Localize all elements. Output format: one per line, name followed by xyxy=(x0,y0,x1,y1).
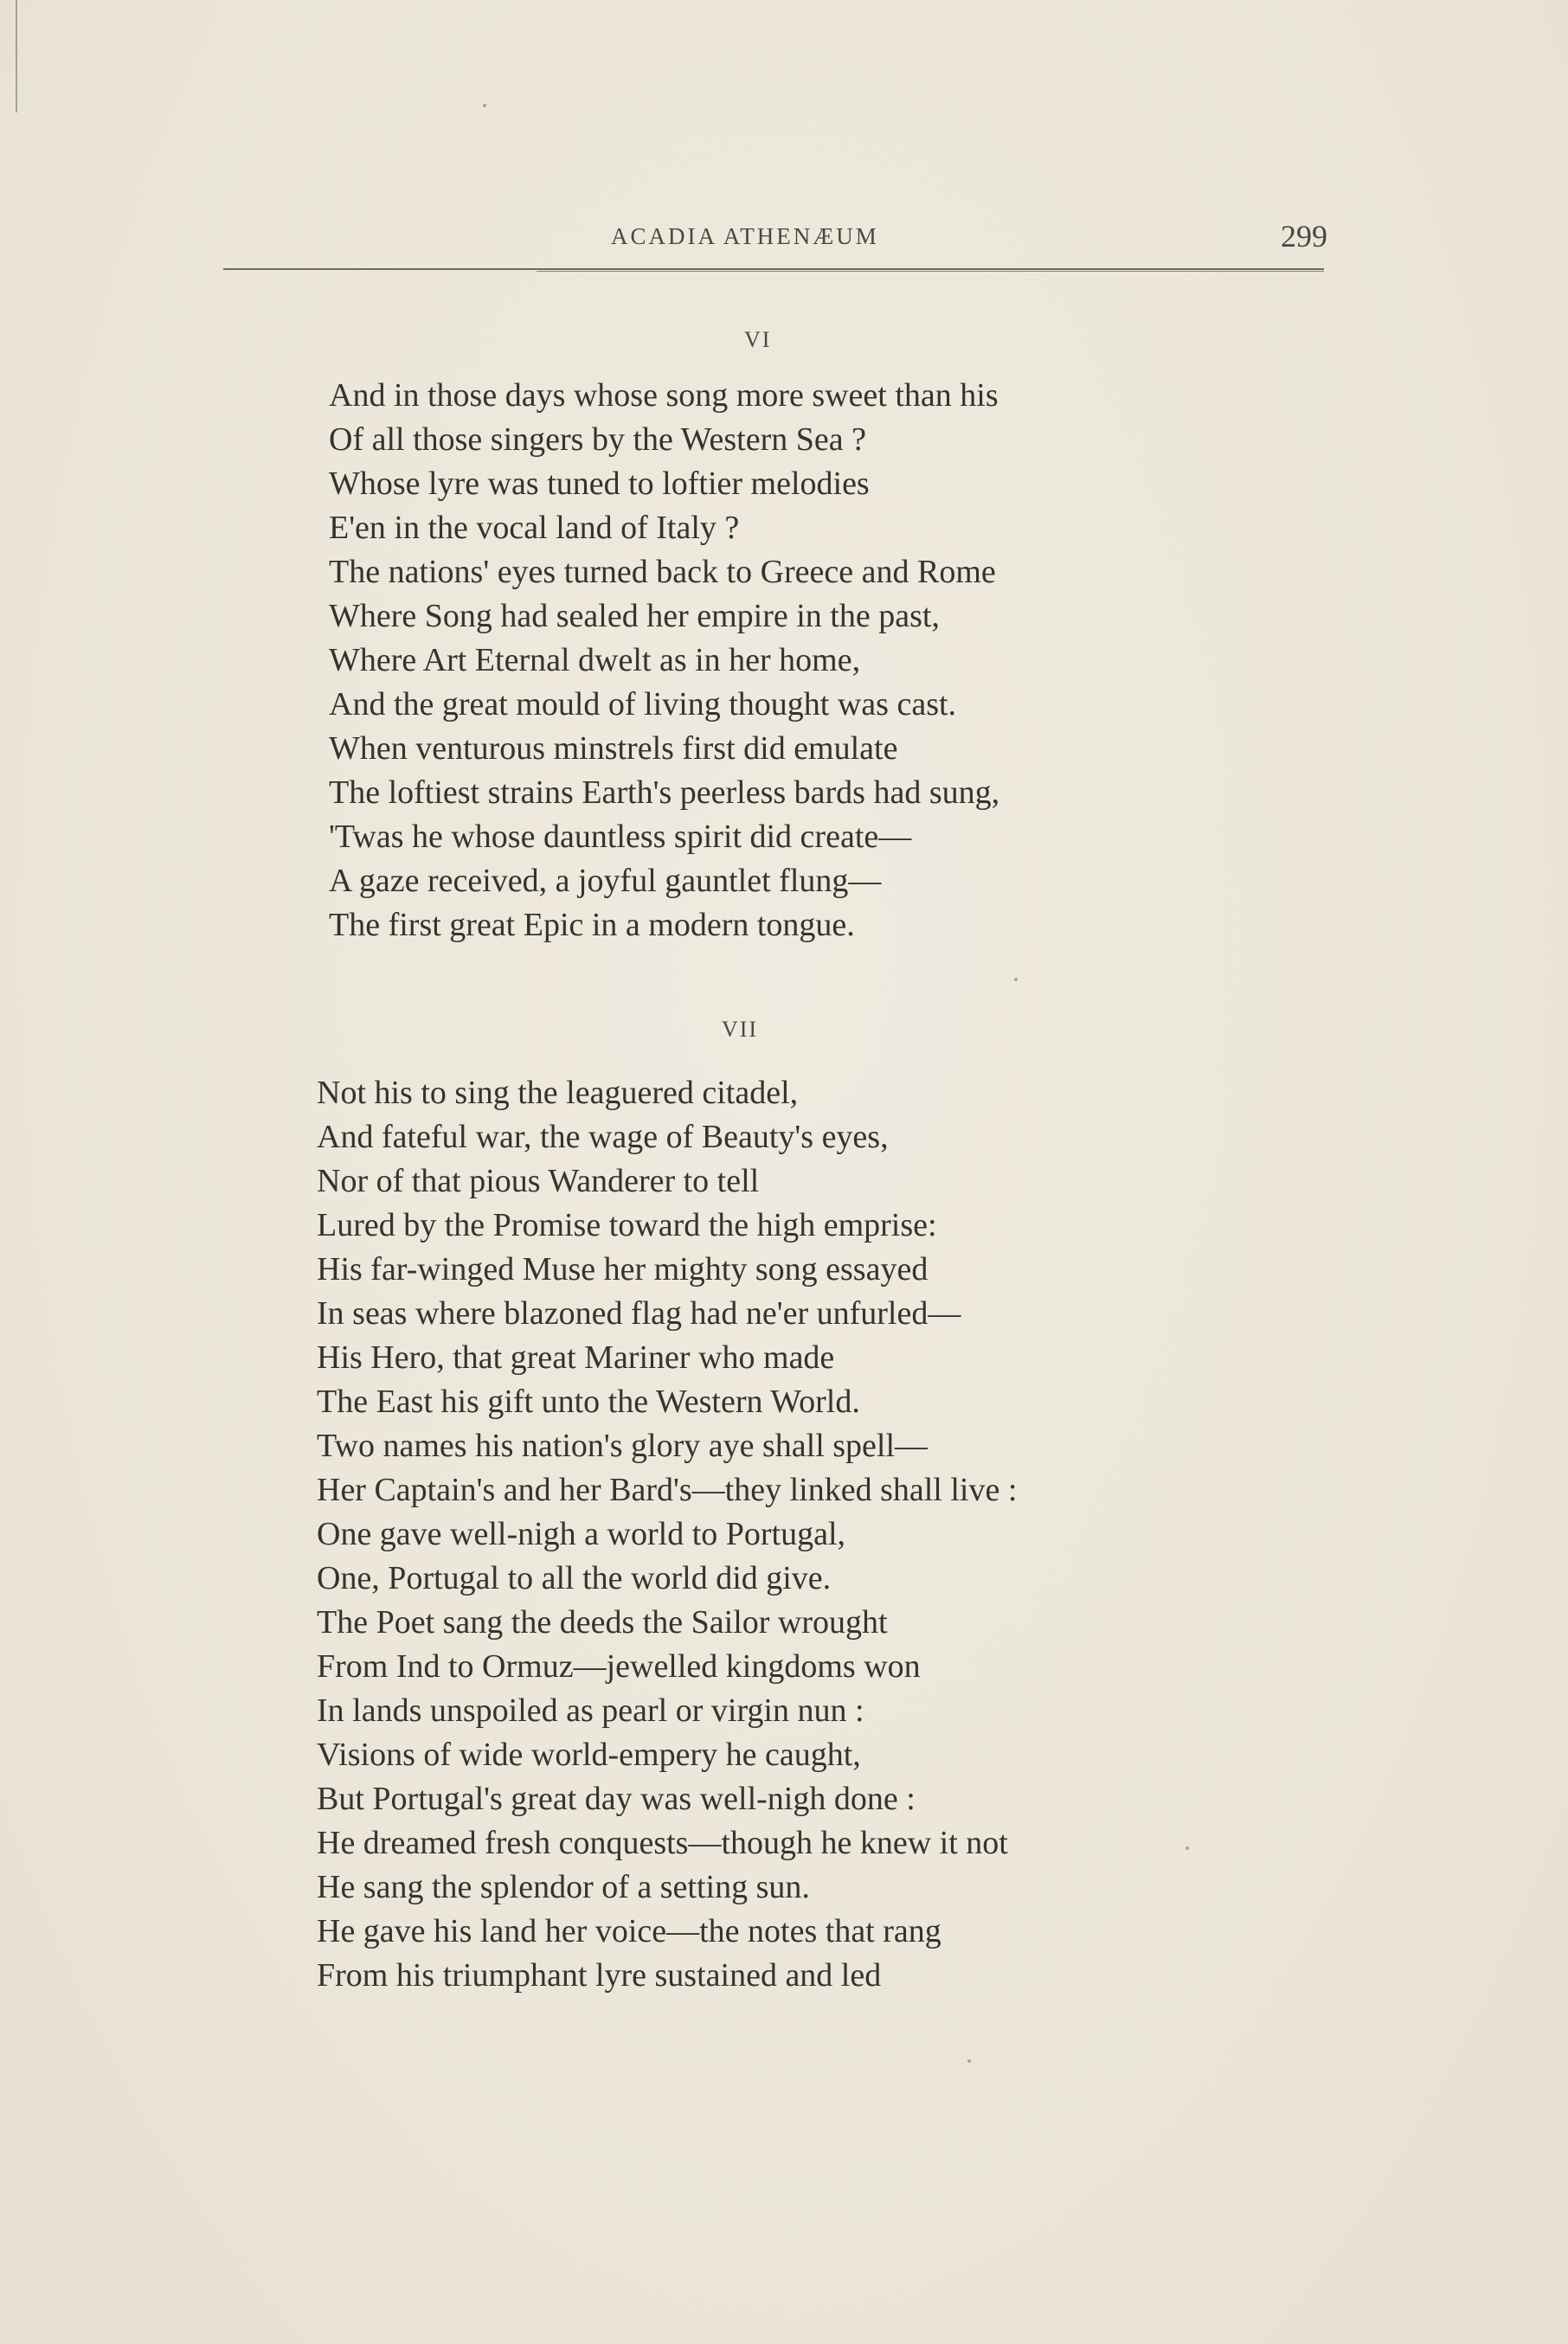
poem-line: His far-winged Muse her mighty song essayed xyxy=(317,1251,929,1288)
poem-line: One gave well-nigh a world to Portugal, xyxy=(317,1516,846,1552)
poem-line: E'en in the vocal land of Italy ? xyxy=(329,510,740,546)
poem-line: The loftiest strains Earth's peerless bards had sung, xyxy=(329,774,1000,811)
paper-speck xyxy=(1186,1846,1189,1850)
poem-line: 'Twas he whose dauntless spirit did create— xyxy=(329,819,912,855)
poem-line: He sang the splendor of a setting sun. xyxy=(317,1869,810,1905)
poem-line: One, Portugal to all the world did give. xyxy=(317,1560,832,1596)
poem-line: In seas where blazoned flag had ne'er unfurled— xyxy=(317,1295,961,1332)
stanza-vii xyxy=(317,1071,1017,1998)
poem-line: Whose lyre was tuned to loftier melodies xyxy=(329,466,870,502)
poem-line: Two names his nation's glory aye shall spell— xyxy=(317,1428,929,1464)
poem-line: From his triumphant lyre sustained and led xyxy=(317,1957,882,1994)
section-numeral-vi: VI xyxy=(744,327,772,352)
poem-line: He gave his land her voice—the notes that rang xyxy=(317,1913,941,1949)
poem-line: The first great Epic in a modern tongue. xyxy=(329,907,855,943)
running-title: ACADIA ATHENÆUM xyxy=(611,223,879,249)
poem-line: Lured by the Promise toward the high emprise: xyxy=(317,1207,937,1243)
poem-line: A gaze received, a joyful gauntlet flung— xyxy=(329,863,882,899)
paper-speck xyxy=(967,2059,971,2063)
poem-line: Where Art Eternal dwelt as in her home, xyxy=(329,642,861,678)
poem-line: Not his to sing the leaguered citadel, xyxy=(317,1075,799,1111)
page-number: 299 xyxy=(1281,219,1327,254)
poem-line: Nor of that pious Wanderer to tell xyxy=(317,1163,760,1199)
poem-line: Visions of wide world-empery he caught, xyxy=(317,1737,861,1773)
poem-line: The nations' eyes turned back to Greece and Rome xyxy=(329,554,996,590)
poem-line: And fateful war, the wage of Beauty's eyes, xyxy=(317,1119,889,1155)
poem-line: And the great mould of living thought was cast. xyxy=(329,686,957,722)
poem-line: In lands unspoiled as pearl or virgin nun : xyxy=(317,1692,864,1729)
poem-line: When venturous minstrels first did emulate xyxy=(329,730,898,767)
poem-line: Her Captain's and her Bard's—they linked shall live : xyxy=(317,1472,1018,1508)
stanza-vi xyxy=(329,374,999,947)
poem-line: Of all those singers by the Western Sea ? xyxy=(329,421,866,458)
section-numeral-vii: VII xyxy=(722,1017,759,1042)
poem-line: The Poet sang the deeds the Sailor wrought xyxy=(317,1604,888,1641)
paper-speck xyxy=(483,104,486,107)
running-head xyxy=(0,219,1568,258)
poem-line: His Hero, that great Mariner who made xyxy=(317,1339,835,1376)
poem-line: Where Song had sealed her empire in the past, xyxy=(329,598,940,634)
poem-line: From Ind to Ormuz—jewelled kingdoms won xyxy=(317,1648,921,1685)
poem-line: He dreamed fresh conquests—though he knew it not xyxy=(317,1825,1008,1861)
poem-line: But Portugal's great day was well-nigh done : xyxy=(317,1781,916,1817)
poem-line: And in those days whose song more sweet than his xyxy=(329,377,999,414)
poem-line: The East his gift unto the Western World. xyxy=(317,1384,860,1420)
paper-speck xyxy=(1014,978,1018,981)
header-rule-secondary xyxy=(537,271,1324,272)
page-edge-shadow xyxy=(16,0,17,112)
header-rule xyxy=(223,268,1324,270)
